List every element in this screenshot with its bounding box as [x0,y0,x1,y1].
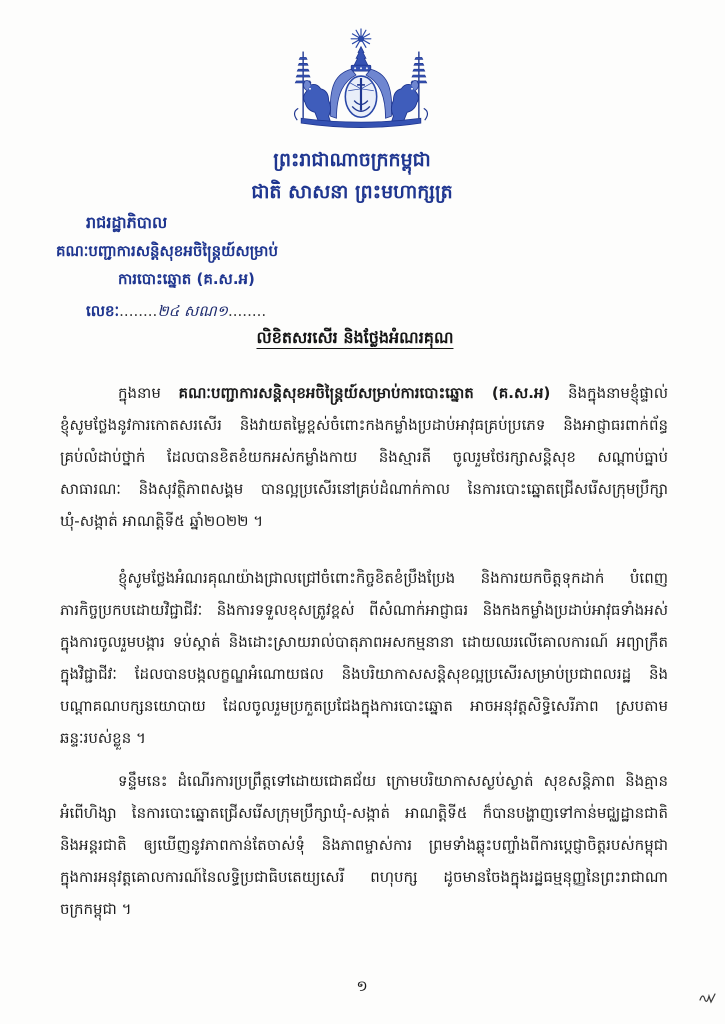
letter-title: លិខិតសរសើរ និងថ្លែងអំណរគុណ [256,328,454,347]
line-prefix: ក្នុងនាម [118,384,179,402]
issuer-committee-line1: គណៈបញ្ជាការសន្តិសុខអចិន្ត្រៃយ៍សម្រាប់ [56,242,278,260]
reference-number [86,300,266,322]
paragraph-line: ឆន្ទៈរបស់ខ្លួន ។ [60,729,146,747]
handwritten-mark-icon [698,990,718,1006]
reference-dots-after: ........ [228,302,267,320]
shield-icon [345,76,376,117]
reference-dots-before: ........ [119,302,158,320]
national-motto: ជាតិ សាសនា ព្រះមហាក្សត្រ [251,181,453,203]
letter-body [60,377,668,967]
star-icon [351,29,371,47]
paragraph-2 [60,562,668,754]
paragraph-line: សាធារណៈ និងសុវត្ថិភាពសង្គម បានល្អប្រសើរនៅគ្រប់ដំណាក់កាល នៃការបោះឆ្នោតជ្រើសរើសក្រុមប្រឹក្សា [60,480,668,498]
reference-label: លេខៈ [86,302,120,320]
issuer-committee-line2: ការបោះឆ្នោត (គ.ស.អ) [118,270,255,288]
paragraph-line: ក្នុងការចូលរួមបង្ការ ទប់ស្កាត់ និងដោះស្រាយរាល់បាតុភាពអសកម្មនានា ដោយឈរលើគោលការណ៍ អព្យាក្រឹត [60,633,668,651]
paragraph-line: និងអន្តរជាតិ ឲ្យឃើញនូវភាពកាន់តែចាស់ទុំ និងភាពម្ចាស់ការ ព្រមទាំងឆ្លុះបញ្ចាំងពីការប្តេជ្ញាចិត្តរបស់កម្ពុជា [60,836,668,854]
paragraph-line: ភារកិច្ចប្រកបដោយវិជ្ជាជីវៈ និងការទទួលខុសត្រូវខ្ពស់ ពីសំណាក់អាជ្ញាធរ និងកងកម្លាំងប្រដាប់អាវុធទាំងអស់ [60,601,668,619]
lion-right-icon [391,80,427,122]
paragraph-1 [60,377,668,537]
paragraph-line: ចក្រកម្ពុជា ។ [60,900,132,918]
committee-name-emphasis: គណៈបញ្ជាការសន្តិសុខអចិន្ត្រៃយ៍សម្រាប់ការបោះឆ្នោត (គ.ស.អ) [178,384,551,402]
paragraph-3 [60,765,668,925]
paragraph-line: ខ្ញុំសូមថ្លែងអំណរគុណយ៉ាងជ្រាលជ្រៅចំពោះកិច្ចខិតខំប្រឹងប្រែង និងការយកចិត្តទុកដាក់ បំពេញ [118,569,668,587]
paragraph-line: ឃុំ-សង្កាត់ អាណត្តិទី៥ ឆ្នាំ២០២២ ។ [60,512,264,530]
paragraph-line: បណ្តាគណបក្សនយោបាយ ដែលចូលរួមប្រកួតប្រជែងក្នុងការបោះឆ្នោត អាចអនុវត្តសិទ្ធិសេរីភាព ស្របតាម [60,697,668,715]
kingdom-heading: ព្រះរាជាណាចក្រកម្ពុជា [273,149,431,171]
line-suffix: និងក្នុងនាមខ្ញុំផ្ទាល់ [550,384,668,402]
paragraph-line: គ្រប់លំដាប់ថ្នាក់ ដែលបានខិតខំយកអស់កម្លាំងកាយ និងស្មារតី ចូលរួមថែរក្សាសន្តិសុខ សណ្តាប់ធ្នាប់ [60,448,668,466]
paragraph-line: ទន្ទឹមនេះ ដំណើរការប្រព្រឹត្តទៅដោយជោគជ័យ ក្រោមបរិយាកាសស្ងប់ស្ងាត់ សុខសន្តិភាព និងគ្មាន [118,772,668,790]
paragraph-line: ខ្ញុំសូមថ្លែងនូវការកោតសរសើរ និងវាយតម្លៃខ្ពស់ចំពោះកងកម្លាំងប្រដាប់អាវុធគ្រប់ប្រភេទ និងអាជ្ញាធរពាក់ព័ន្ធ [60,416,668,434]
paragraph-line: ក្នុងវិជ្ជាជីវៈ ដែលបានបង្កលក្ខណ្ឌអំណោយផល និងបរិយាកាសសន្តិសុខល្អប្រសើរសម្រាប់ប្រជាពលរដ្ឋ និង [60,665,668,683]
paragraph-line: អំពើហិង្សា នៃការបោះឆ្នោតជ្រើសរើសក្រុមប្រឹក្សាឃុំ-សង្កាត់ អាណត្តិទី៥ ក៏បានបង្ហាញទៅកាន់មជ្ឈដ្ឋានជាតិ [60,804,668,822]
paragraph-line: ក្នុងការអនុវត្តគោលការណ៍នៃលទ្ធិប្រជាធិបតេយ្យសេរី ពហុបក្ស ដូចមានចែងក្នុងរដ្ឋធម្មនុញ្ញនៃព្រះរាជាណា [60,868,668,886]
paragraph-line [60,377,668,409]
lion-left-icon [295,80,331,122]
crown-icon [351,47,371,72]
issuer-government: រាជរដ្ឋាភិបាល [86,213,168,232]
reference-number-handwritten: ២៤ សណ១ [157,302,228,320]
page-number: ១ [356,977,368,995]
royal-arms-emblem-icon [288,28,434,130]
